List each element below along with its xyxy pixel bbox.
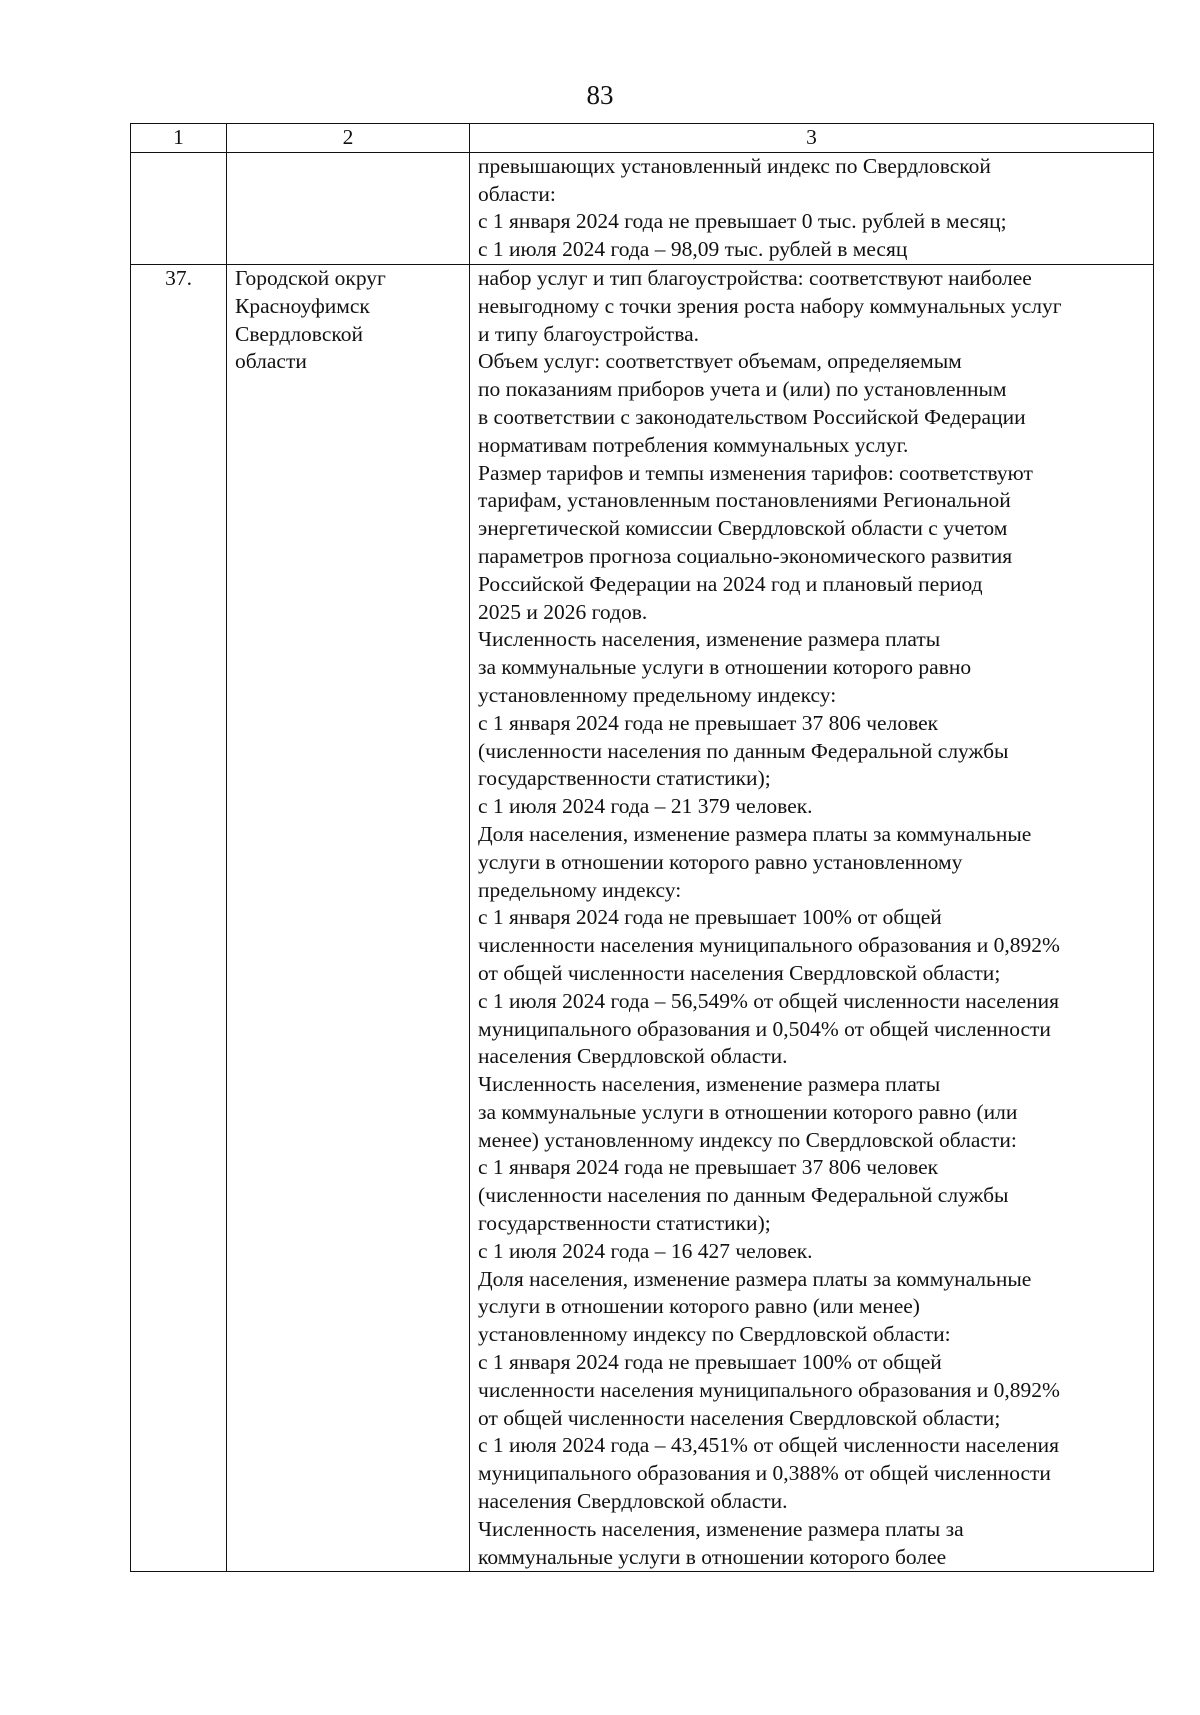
text-line: установленному предельному индексу: (478, 682, 837, 707)
text-line: с 1 июля 2024 года – 16 427 человек. (478, 1238, 813, 1263)
text-line: населения Свердловской области. (478, 1044, 788, 1069)
text-line: в соответствии с законодательством Российской Федерации (478, 404, 1026, 429)
text-line: Доля населения, изменение размера платы за коммунальные (478, 821, 1032, 846)
text-line: численности населения муниципального образования и 0,892% (478, 933, 1060, 958)
text-line: с 1 января 2024 года не превышает 100% от общей (478, 1350, 942, 1375)
text-line: менее) установленному индексу по Свердловской области: (478, 1127, 1017, 1152)
text-line: предельному индексу: (478, 877, 682, 902)
text-line: по показаниям приборов учета и (или) по установленным (478, 377, 1007, 402)
text-line: с 1 января 2024 года не превышает 0 тыс. рублей в месяц; (478, 209, 1007, 234)
tariff-table (130, 123, 1154, 1572)
text-line: Размер тарифов и темпы изменения тарифов: соответствуют (478, 460, 1033, 485)
conditions-text-cell (470, 264, 1154, 1571)
column-header-1: 1 (131, 124, 227, 153)
text-line: параметров прогноза социально-экономического развития (478, 543, 1013, 568)
text-line: с 1 июля 2024 года – 98,09 тыс. рублей в месяц (478, 237, 908, 262)
continuation-municipality-cell (227, 152, 470, 264)
municipality-line: Городской округ (235, 265, 386, 290)
text-line: Численность населения, изменение размера платы за (478, 1516, 964, 1541)
page-number: 83 (586, 80, 614, 110)
table-row-37 (131, 264, 1154, 1571)
text-line: от общей численности населения Свердловской области; (478, 1405, 1001, 1430)
text-line: с 1 июля 2024 года – 56,549% от общей численности населения (478, 988, 1059, 1013)
text-line: (численности населения по данным Федеральной службы (478, 738, 1009, 763)
column-header-2: 2 (227, 124, 470, 153)
text-line: за коммунальные услуги в отношении которого равно (или (478, 1099, 1018, 1124)
text-line: нормативам потребления коммунальных услуг. (478, 432, 909, 457)
text-line: области: (478, 181, 556, 206)
text-line: с 1 января 2024 года не превышает 100% от общей (478, 905, 942, 930)
text-line: с 1 июля 2024 года – 43,451% от общей численности населения (478, 1433, 1059, 1458)
text-line: услуги в отношении которого равно (или менее) (478, 1294, 920, 1319)
municipality-line: Свердловской (235, 321, 363, 346)
text-line: численности населения муниципального образования и 0,892% (478, 1377, 1060, 1402)
table-header-row (131, 124, 1154, 153)
text-line: муниципального образования и 0,388% от общей численности (478, 1461, 1051, 1486)
text-line: коммунальные услуги в отношении которого более (478, 1544, 947, 1569)
text-line: с 1 января 2024 года не превышает 37 806 человек (478, 1155, 939, 1180)
text-line: с 1 января 2024 года не превышает 37 806 человек (478, 710, 939, 735)
continuation-text-cell (470, 152, 1154, 264)
text-line: (численности населения по данным Федеральной службы (478, 1183, 1009, 1208)
text-line: от общей численности населения Свердловской области; (478, 960, 1001, 985)
text-line: превышающих установленный индекс по Свердловской (478, 153, 991, 178)
text-line: за коммунальные услуги в отношении которого равно (478, 655, 972, 680)
continuation-number-cell (131, 152, 227, 264)
text-line: Численность населения, изменение размера платы (478, 1072, 941, 1097)
text-line: государственности статистики); (478, 766, 771, 791)
text-line: Доля населения, изменение размера платы за коммунальные (478, 1266, 1032, 1291)
text-line: Численность населения, изменение размера платы (478, 627, 941, 652)
row-number-cell: 37. (131, 264, 227, 1571)
municipality-line: области (235, 349, 307, 374)
text-line: 2025 и 2026 годов. (478, 599, 648, 624)
text-line: услуги в отношении которого равно установленному (478, 849, 963, 874)
column-header-3: 3 (470, 124, 1154, 153)
text-line: невыгодному с точки зрения роста набору коммунальных услуг (478, 293, 1062, 318)
text-line: населения Свердловской области. (478, 1489, 788, 1514)
text-line: и типу благоустройства. (478, 321, 699, 346)
text-line: государственности статистики); (478, 1211, 771, 1236)
text-line: с 1 июля 2024 года – 21 379 человек. (478, 794, 813, 819)
municipality-line: Красноуфимск (235, 293, 370, 318)
text-line: тарифам, установленным постановлениями Региональной (478, 488, 1011, 513)
municipality-cell (227, 264, 470, 1571)
text-line: муниципального образования и 0,504% от общей численности (478, 1016, 1051, 1041)
table-row-continuation (131, 152, 1154, 264)
text-line: Российской Федерации на 2024 год и плановый период (478, 571, 983, 596)
text-line: установленному индексу по Свердловской области: (478, 1322, 951, 1347)
text-line: Объем услуг: соответствует объемам, определяемым (478, 349, 962, 374)
text-line: набор услуг и тип благоустройства: соответствуют наиболее (478, 265, 1032, 290)
text-line: энергетической комиссии Свердловской области с учетом (478, 516, 1008, 541)
